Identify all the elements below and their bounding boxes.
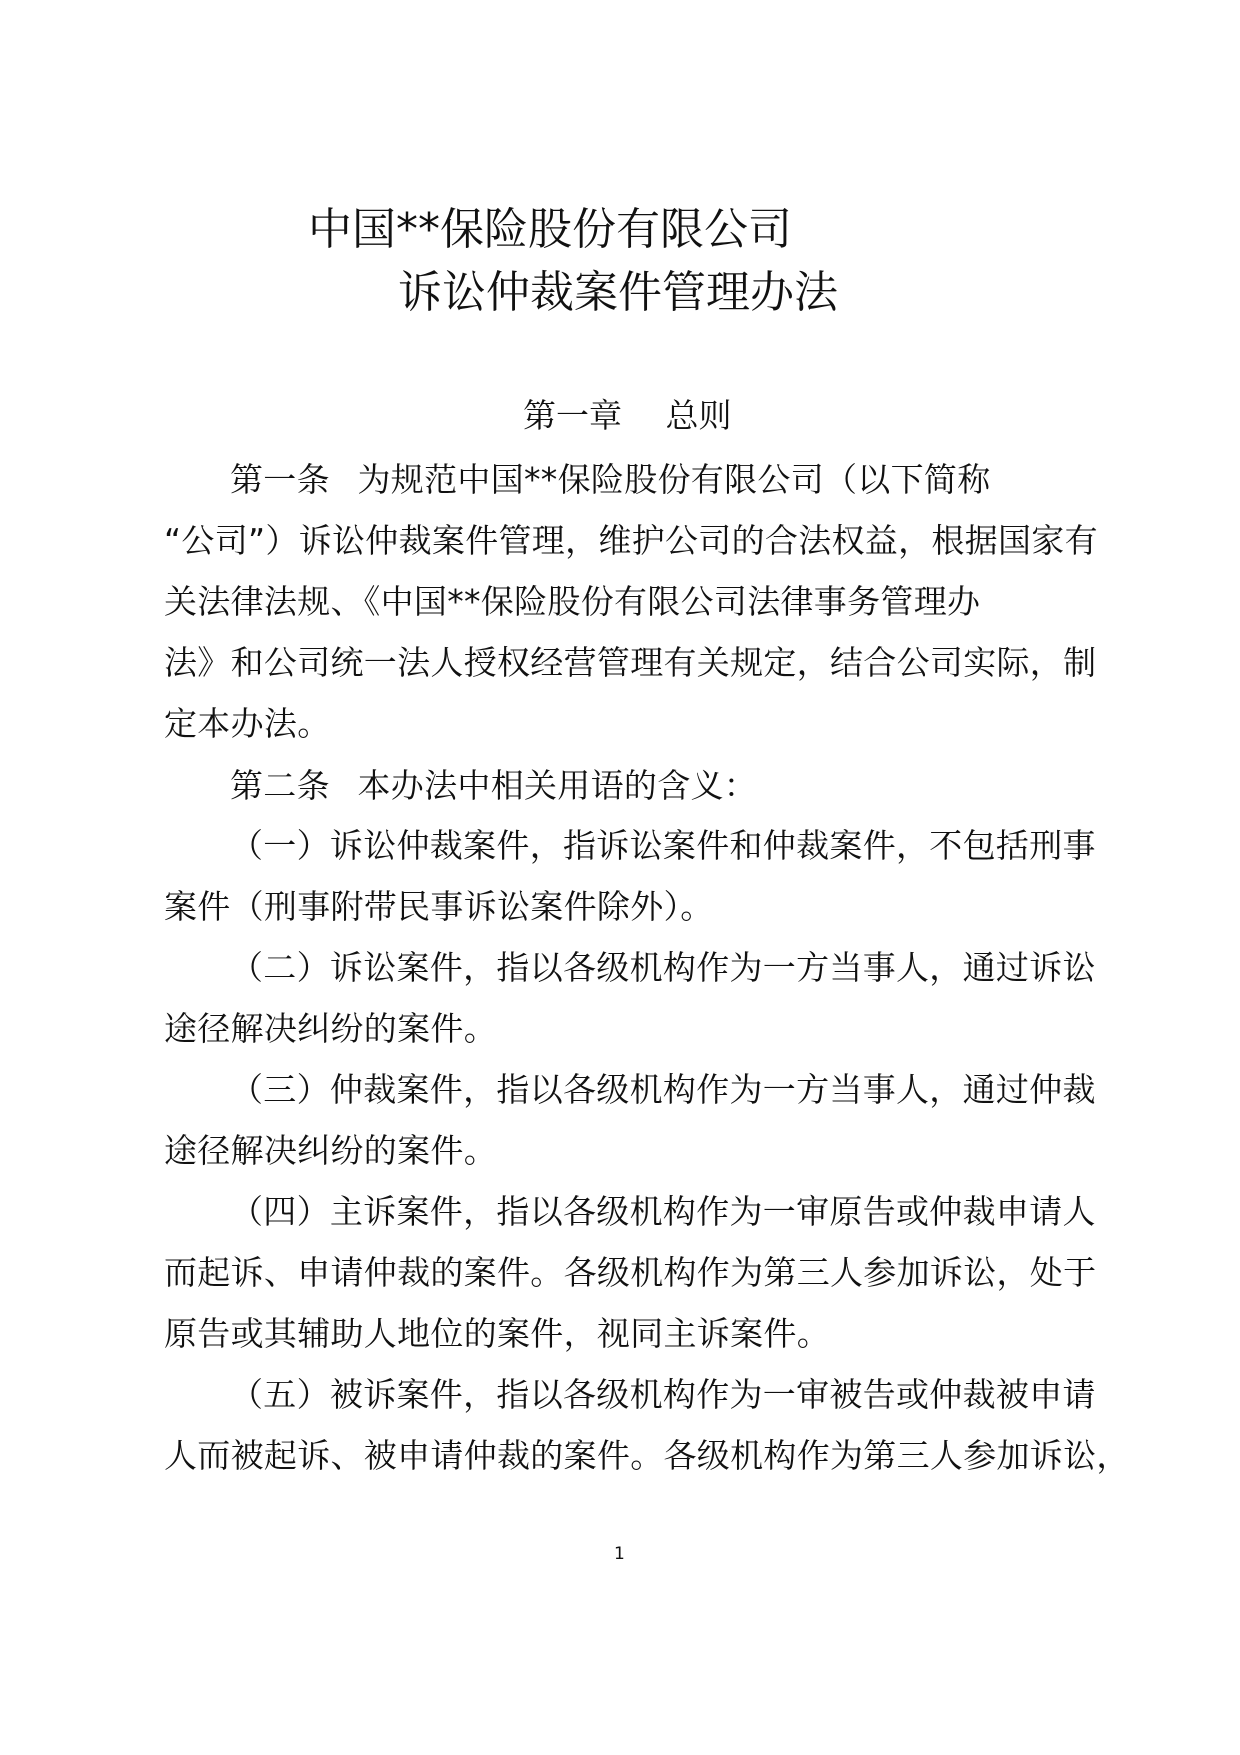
article-1-line-1: 第一条 为规范中国**保险股份有限公司（以下简称 xyxy=(230,460,991,499)
document-title-regulation: 诉讼仲裁案件管理办法 xyxy=(398,267,838,318)
term-1-line-1: （一）诉讼仲裁案件，指诉讼案件和仲裁案件，不包括刑事 xyxy=(230,826,1096,865)
article-1-line-5: 定本办法。 xyxy=(164,704,331,743)
term-4-line-1: （四）主诉案件，指以各级机构作为一审原告或仲裁申请人 xyxy=(230,1192,1096,1231)
term-1-line-2: 案件（刑事附带民事诉讼案件除外）。 xyxy=(164,887,714,926)
term-2-line-2: 途径解决纠纷的案件。 xyxy=(164,1009,497,1048)
article-1-line-4: 法》和公司统一法人授权经营管理有关规定，结合公司实际，制 xyxy=(164,643,1097,682)
term-3-line-2: 途径解决纠纷的案件。 xyxy=(164,1131,497,1170)
document-title-company: 中国**保险股份有限公司 xyxy=(308,204,792,255)
term-5-line-1: （五）被诉案件，指以各级机构作为一审被告或仲裁被申请 xyxy=(230,1375,1096,1414)
page-number: 1 xyxy=(614,1544,625,1564)
term-3-line-1: （三）仲裁案件，指以各级机构作为一方当事人，通过仲裁 xyxy=(230,1070,1096,1109)
term-5-line-2: 人而被起诉、被申请仲裁的案件。各级机构作为第三人参加诉讼， xyxy=(164,1436,1130,1475)
term-2-line-1: （二）诉讼案件，指以各级机构作为一方当事人，通过诉讼 xyxy=(230,948,1096,987)
chapter-heading: 第一章 总则 xyxy=(523,396,732,435)
article-1-line-2: “公司”）诉讼仲裁案件管理，维护公司的合法权益，根据国家有 xyxy=(164,521,1098,560)
term-4-line-2: 而起诉、申请仲裁的案件。各级机构作为第三人参加诉讼，处于 xyxy=(164,1253,1097,1292)
article-1-line-3: 关法律法规、《中国**保险股份有限公司法律事务管理办 xyxy=(164,582,981,621)
term-4-line-3: 原告或其辅助人地位的案件，视同主诉案件。 xyxy=(164,1314,830,1353)
article-2-heading: 第二条 本办法中相关用语的含义： xyxy=(230,766,758,805)
